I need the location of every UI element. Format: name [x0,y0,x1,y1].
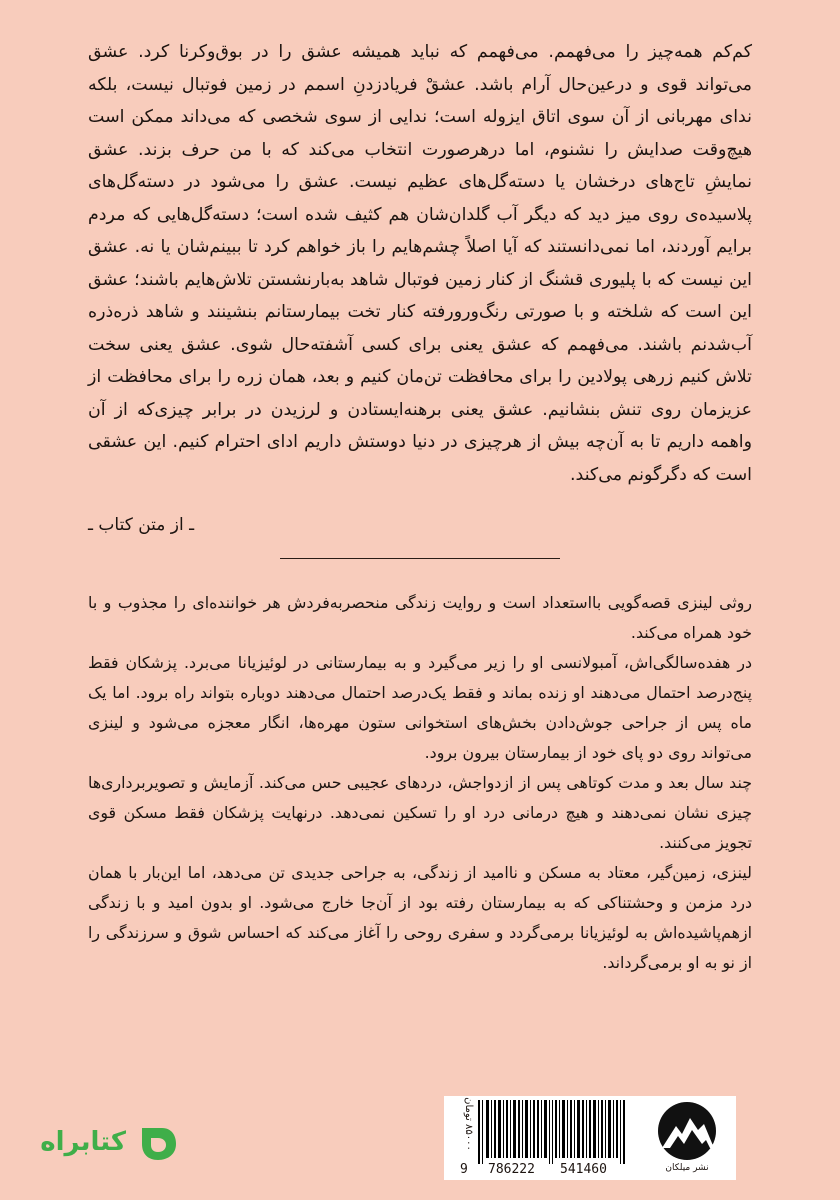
price-label: ۸۵۰۰۰ تومان [463,1097,474,1151]
logo-text: کتابراه [40,1127,126,1157]
publisher-logo [644,1100,730,1176]
publisher-name: نشر میلکان [665,1163,709,1173]
quote-text: کم‌کم همه‌چیز را می‌فهمم. می‌فهمم که نباید همیشه عشق را در بوق‌وکرنا کرد. عشق می‌تواند قوی و درعین‌حال آرام باشد. عشقْ فریادزدنِ اسمم در زمین فوتبال نیست، بلکه ندای مهربانی از آن سوی اتاق ایزوله است؛ ندایی از سوی شخصی که می‌داند ممکن است هیچ‌وقت صدایش را نشنوم، اما درهرصورت انتخاب می‌کند که با من حرف بزند. عشق نمایشِ تاج‌های درخشان یا دسته‌گل‌های عظیم نیست. عشق را می‌شود در دسته‌گل‌های پلاسیده‌ی روی میز دید که دیگر آب گلدان‌شان هم کثیف شده است؛ دسته‌گل‌هایی که مردم برایم آوردند، اما نمی‌دانستند که آیا اصلاً چشم‌هایم را باز خواهم کرد تا ببینم‌شان یا نه. عشق این نیست که با پلیوری قشنگ از کنار زمین فوتبال شاهد به‌بارنشستن تلاش‌هایم باشند؛ عشق این است که شلخته و با صورتی رنگ‌ورورفته کنار تخت بیمارستانم بنشینند و شاهد ذره‌ذره آب‌شدنم باشند. می‌فهمم که عشق یعنی برای کسی آشفته‌حال شوی. عشق یعنی سخت تلاش کنیم زرهی پولادین را برای محافظت تن‌مان کنیم و بعد، همان زره را برای محافظت از عزیزمان روی تنش بنشانیم. عشق یعنی برهنه‌ایستادن و لرزیدن در برابر چیزی‌که از آن واهمه داریم تا به آن‌چه بیش از هرچیزی در دنیا دوستش داریم ادای احترام کنیم. این عشقی است که دگرگونم می‌کند. [88,42,752,485]
isbn-prefix: 9 [460,1162,468,1177]
barcode-box [444,1096,736,1180]
description-paragraph: لینزی، زمین‌گیر، معتاد به مسکن و ناامید از زندگی، به جراحی جدیدی تن می‌دهد، اما این‌بار با همان درد مزمن و وحشتناکی که به بیمارستان رفته بود از آن‌جا خارج می‌شود. او بدون امید و با زندگی ازهم‌پاشیده‌اش به لوئیزیانا برمی‌گردد و سفری روحی را آغاز می‌کند که احساس شوق و سرزندگی را از نو به او برمی‌گرداند. [88,863,752,972]
isbn-group-1: 786222 [488,1162,535,1177]
description-paragraph: در هفده‌سالگی‌اش، آمبولانسی او را زیر می‌گیرد و به بیمارستانی در لوئیزیانا می‌برد. پزشکان فقط پنج‌درصد احتمال می‌دهند او زنده بماند و فقط یک‌درصد احتمال می‌دهند دوباره بتواند راه برود. اما یک ماه پس از جراحی جوش‌دادن بخش‌های استخوانی ستون مهره‌ها، انگار معجزه می‌شود و لینزی می‌تواند روی دو پای خود از بیمارستان بیرون برود. [88,653,752,762]
mountains-icon [644,1100,730,1162]
barcode-image [456,1100,636,1164]
isbn-group-2: 541460 [560,1162,607,1177]
book-leaf-icon [136,1120,180,1164]
ketabrah-logo [40,1118,180,1168]
quote-attribution: ـ از متن کتاب ـ [88,515,195,535]
description-paragraph: چند سال بعد و مدت کوتاهی پس از ازدواجش، دردهای عجیبی حس می‌کند. آزمایش و تصویربرداری‌ها چیزی نشان نمی‌دهند و هیچ درمانی درد او را تسکین نمی‌دهد. درنهایت پزشکان فقط مسکن قوی تجویز می‌کنند. [88,773,752,852]
book-description [88,588,752,978]
divider [280,558,560,559]
description-paragraph: روثی لینزی قصه‌گویی بااستعداد است و روایت زندگی منحصربه‌فردش هر خواننده‌ای را مجذوب و با خود همراه می‌کند. [88,593,752,642]
